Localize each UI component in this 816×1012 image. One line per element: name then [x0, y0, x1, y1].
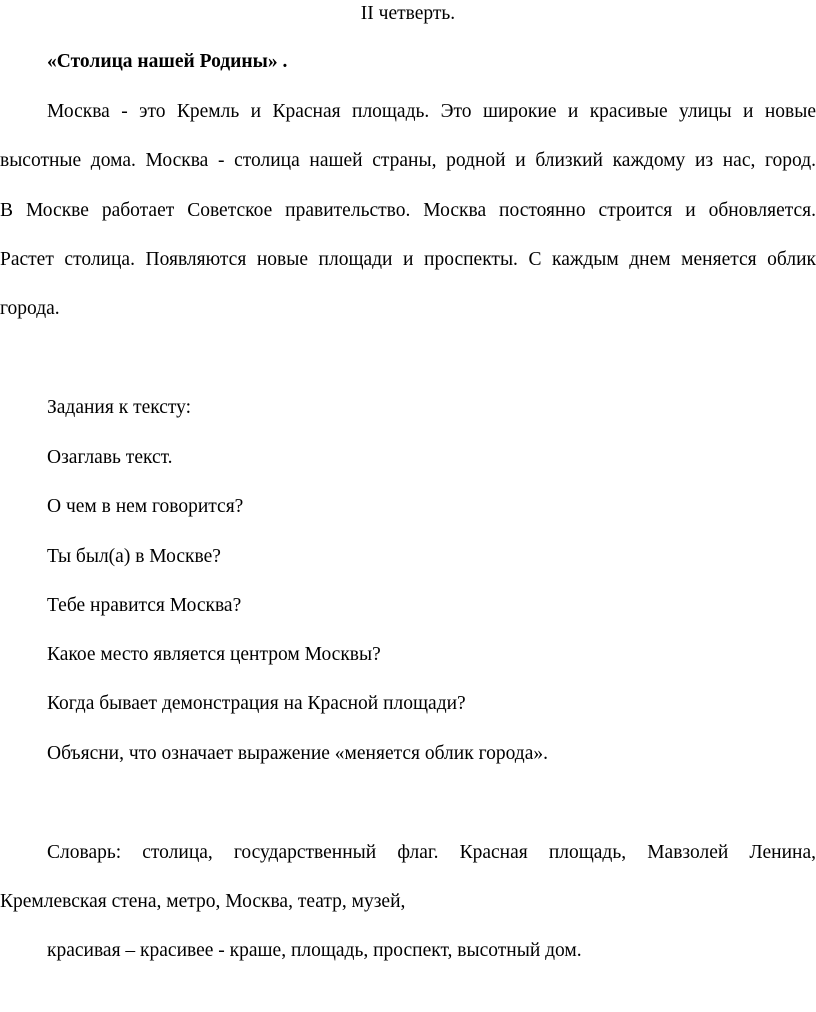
vocabulary-line: Словарь: столица, государственный флаг. Красная площадь, Мавзолей Ленина,	[47, 842, 816, 863]
task-item: Когда бывает демонстрация на Красной площади?	[47, 693, 466, 714]
paragraph-line: В Москве работает Советское правительство. Москва постоянно строится и обновляется.	[0, 200, 816, 221]
paragraph-line: города.	[0, 298, 60, 319]
tasks-heading: Задания к тексту:	[47, 397, 192, 418]
task-item: Тебе нравится Москва?	[47, 595, 242, 616]
task-item: Какое место является центром Москвы?	[47, 644, 381, 665]
vocabulary-line: Кремлевская стена, метро, Москва, театр, музей,	[0, 891, 406, 912]
task-item: Ты был(а) в Москве?	[47, 546, 221, 567]
paragraph-line: Растет столица. Появляются новые площади и проспекты. С каждым днем меняется облик	[0, 249, 816, 270]
task-item: Объясни, что означает выражение «меняется облик города».	[47, 743, 548, 764]
text-title: «Столица нашей Родины» .	[47, 51, 288, 72]
vocabulary-line: красивая – красивее - краше, площадь, проспект, высотный дом.	[47, 940, 582, 961]
quarter-heading: II четверть.	[360, 3, 456, 24]
task-item: О чем в нем говорится?	[47, 496, 244, 517]
paragraph-line: высотные дома. Москва - столица нашей страны, родной и близкий каждому из нас, город.	[0, 150, 816, 171]
task-item: Озаглавь текст.	[47, 447, 173, 468]
paragraph-line: Москва - это Кремль и Красная площадь. Это широкие и красивые улицы и новые	[47, 101, 816, 122]
